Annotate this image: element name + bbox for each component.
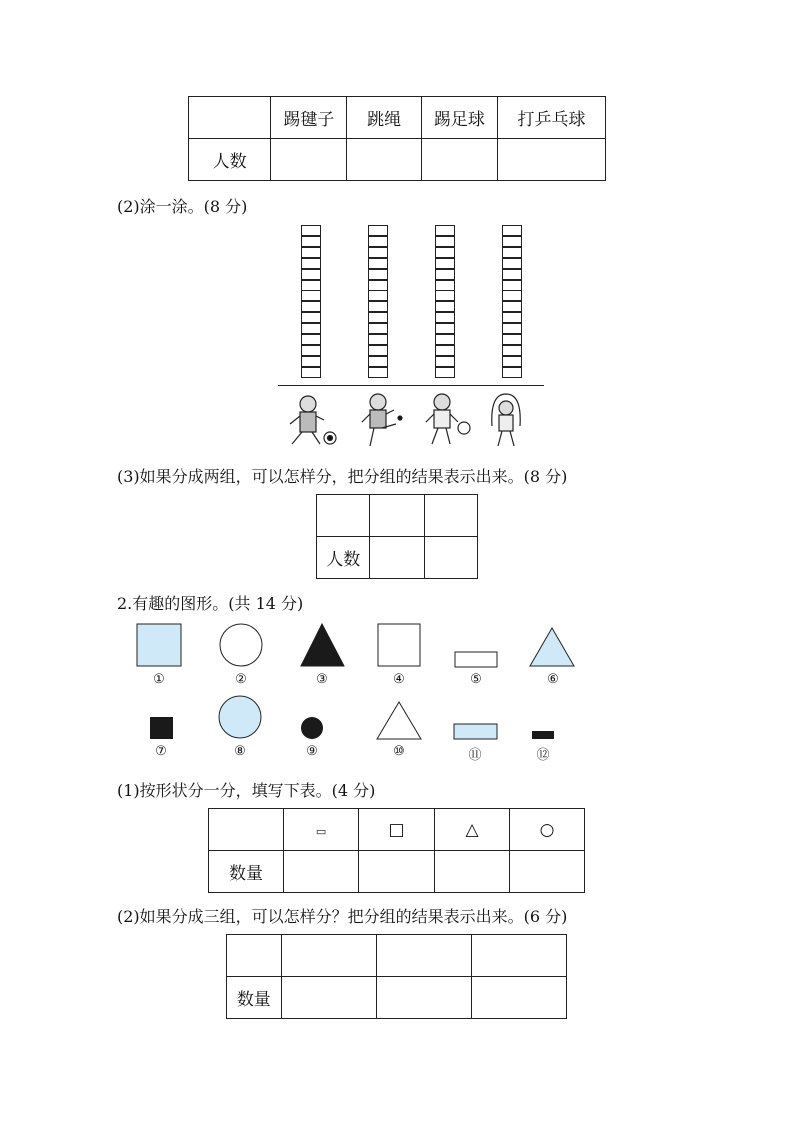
answer-cell[interactable]: [376, 935, 471, 977]
coloring-box[interactable]: [301, 345, 321, 356]
shape-label-12: ⑫: [536, 748, 550, 763]
coloring-box[interactable]: [301, 367, 321, 378]
coloring-box[interactable]: [368, 269, 388, 280]
white-rectangle-5: [455, 652, 497, 667]
coloring-box[interactable]: [502, 225, 522, 236]
coloring-box[interactable]: [301, 301, 321, 312]
light-blue-circle-8: [219, 696, 261, 738]
shape-count-table: [208, 808, 585, 893]
coloring-box[interactable]: [435, 345, 455, 356]
coloring-box[interactable]: [368, 258, 388, 269]
coloring-box[interactable]: [435, 269, 455, 280]
coloring-box[interactable]: [435, 334, 455, 345]
child-jump-rope-icon: [492, 394, 520, 446]
coloring-box[interactable]: [301, 247, 321, 258]
answer-cell[interactable]: [471, 935, 566, 977]
black-triangle-3: [301, 624, 344, 666]
square-icon: □: [358, 809, 434, 851]
answer-cell[interactable]: [284, 851, 359, 893]
shape-label-11: ⑪: [468, 748, 482, 763]
shape-label-5: ⑤: [470, 672, 482, 687]
shape-label-9: ⑨: [306, 744, 318, 759]
answer-cell[interactable]: [281, 977, 376, 1019]
coloring-box[interactable]: [301, 312, 321, 323]
shape-label-7: ⑦: [155, 744, 167, 759]
child-jianzi-icon: [362, 394, 402, 446]
answer-cell[interactable]: [370, 495, 424, 537]
coloring-box[interactable]: [435, 225, 455, 236]
table-row-label: 数量: [209, 851, 284, 893]
coloring-box[interactable]: [502, 323, 522, 334]
triangle-icon: △: [435, 809, 510, 851]
shape-label-6: ⑥: [547, 672, 559, 687]
black-circle-9: [301, 717, 323, 739]
coloring-box[interactable]: [368, 247, 388, 258]
coloring-box[interactable]: [301, 280, 321, 291]
shape-label-8: ⑧: [234, 744, 246, 759]
three-group-table: [226, 934, 567, 1019]
shape-label-3: ③: [316, 672, 328, 687]
coloring-box[interactable]: [301, 269, 321, 280]
coloring-box[interactable]: [435, 236, 455, 247]
coloring-box[interactable]: [368, 225, 388, 236]
table-header-ping-pong: 打乒乓球: [498, 97, 606, 139]
table-header-jump-rope: 跳绳: [347, 97, 421, 139]
white-circle-2: [220, 624, 262, 666]
answer-cell[interactable]: [421, 139, 497, 181]
coloring-box[interactable]: [502, 345, 522, 356]
answer-cell[interactable]: [424, 537, 477, 579]
coloring-box[interactable]: [368, 301, 388, 312]
table-row-label: 人数: [317, 537, 370, 579]
answer-cell[interactable]: [471, 977, 566, 1019]
coloring-box[interactable]: [368, 323, 388, 334]
white-square-4: [378, 624, 420, 666]
answer-cell[interactable]: [435, 851, 510, 893]
shape-label-2: ②: [235, 672, 247, 687]
coloring-box[interactable]: [301, 290, 321, 301]
two-group-table: [316, 494, 478, 579]
coloring-box[interactable]: [502, 258, 522, 269]
coloring-box[interactable]: [435, 367, 455, 378]
coloring-box[interactable]: [301, 225, 321, 236]
shape-label-4: ④: [393, 672, 405, 687]
answer-cell[interactable]: [227, 935, 282, 977]
coloring-box[interactable]: [368, 236, 388, 247]
coloring-box[interactable]: [368, 312, 388, 323]
answer-cell[interactable]: [498, 139, 606, 181]
light-blue-rectangle-11: [454, 724, 497, 739]
section-2-title: (2)涂一涂。(8 分): [117, 197, 248, 216]
sports-table: [188, 96, 606, 181]
table-header-empty: [189, 97, 271, 139]
children-illustration: [280, 392, 550, 452]
answer-cell[interactable]: [358, 851, 434, 893]
coloring-box[interactable]: [502, 312, 522, 323]
table-header-soccer: 踢足球: [421, 97, 497, 139]
problem-2-title: 2.有趣的图形。(共 14 分): [117, 594, 304, 613]
coloring-box[interactable]: [435, 280, 455, 291]
rectangle-icon: ▭: [284, 809, 359, 851]
coloring-box[interactable]: [435, 290, 455, 301]
coloring-box[interactable]: [368, 345, 388, 356]
black-rectangle-12: [532, 731, 554, 739]
coloring-box[interactable]: [435, 356, 455, 367]
coloring-box[interactable]: [435, 258, 455, 269]
answer-cell[interactable]: [509, 851, 584, 893]
coloring-box[interactable]: [502, 367, 522, 378]
coloring-box[interactable]: [301, 334, 321, 345]
answer-cell[interactable]: [376, 977, 471, 1019]
coloring-box[interactable]: [368, 367, 388, 378]
coloring-box[interactable]: [502, 334, 522, 345]
answer-cell[interactable]: [424, 495, 477, 537]
shape-label-1: ①: [153, 672, 165, 687]
circle-icon: ○: [509, 809, 584, 851]
sub-1-title: (1)按形状分一分，填写下表。(4 分): [117, 781, 376, 800]
white-triangle-10: [377, 702, 421, 739]
shape-label-10: ⑩: [393, 744, 405, 759]
light-blue-square-1: [137, 624, 181, 666]
light-blue-triangle-6: [530, 628, 574, 666]
coloring-box[interactable]: [502, 290, 522, 301]
coloring-box[interactable]: [435, 312, 455, 323]
coloring-box[interactable]: [435, 301, 455, 312]
coloring-box[interactable]: [435, 323, 455, 334]
sub-2-title: (2)如果分成三组，可以怎样分？把分组的结果表示出来。(6 分): [117, 907, 568, 926]
coloring-box[interactable]: [301, 236, 321, 247]
child-soccer-icon: [290, 396, 336, 444]
table-row-label: 人数: [189, 139, 271, 181]
coloring-box[interactable]: [301, 258, 321, 269]
answer-cell[interactable]: [281, 935, 376, 977]
coloring-box[interactable]: [301, 323, 321, 334]
answer-cell[interactable]: [347, 139, 421, 181]
child-volleyball-icon: [426, 394, 470, 444]
section-3-title: (3)如果分成两组，可以怎样分，把分组的结果表示出来。(8 分): [117, 467, 568, 486]
coloring-box[interactable]: [368, 356, 388, 367]
coloring-box[interactable]: [368, 280, 388, 291]
coloring-box[interactable]: [435, 247, 455, 258]
coloring-box[interactable]: [502, 247, 522, 258]
coloring-box[interactable]: [368, 334, 388, 345]
coloring-box[interactable]: [368, 290, 388, 301]
answer-cell[interactable]: [317, 495, 370, 537]
baseline: [278, 385, 544, 386]
table-row-label: 数量: [227, 977, 282, 1019]
answer-cell[interactable]: [271, 139, 347, 181]
coloring-box[interactable]: [502, 301, 522, 312]
table-header-empty: [209, 809, 284, 851]
answer-cell[interactable]: [370, 537, 424, 579]
coloring-box[interactable]: [502, 269, 522, 280]
shapes-row-2: [130, 694, 590, 746]
coloring-box[interactable]: [502, 356, 522, 367]
shapes-row-1: [130, 620, 590, 672]
coloring-box[interactable]: [502, 280, 522, 291]
coloring-box[interactable]: [502, 236, 522, 247]
coloring-box[interactable]: [301, 356, 321, 367]
table-header-jianzi: 踢毽子: [271, 97, 347, 139]
black-square-7: [150, 717, 173, 739]
